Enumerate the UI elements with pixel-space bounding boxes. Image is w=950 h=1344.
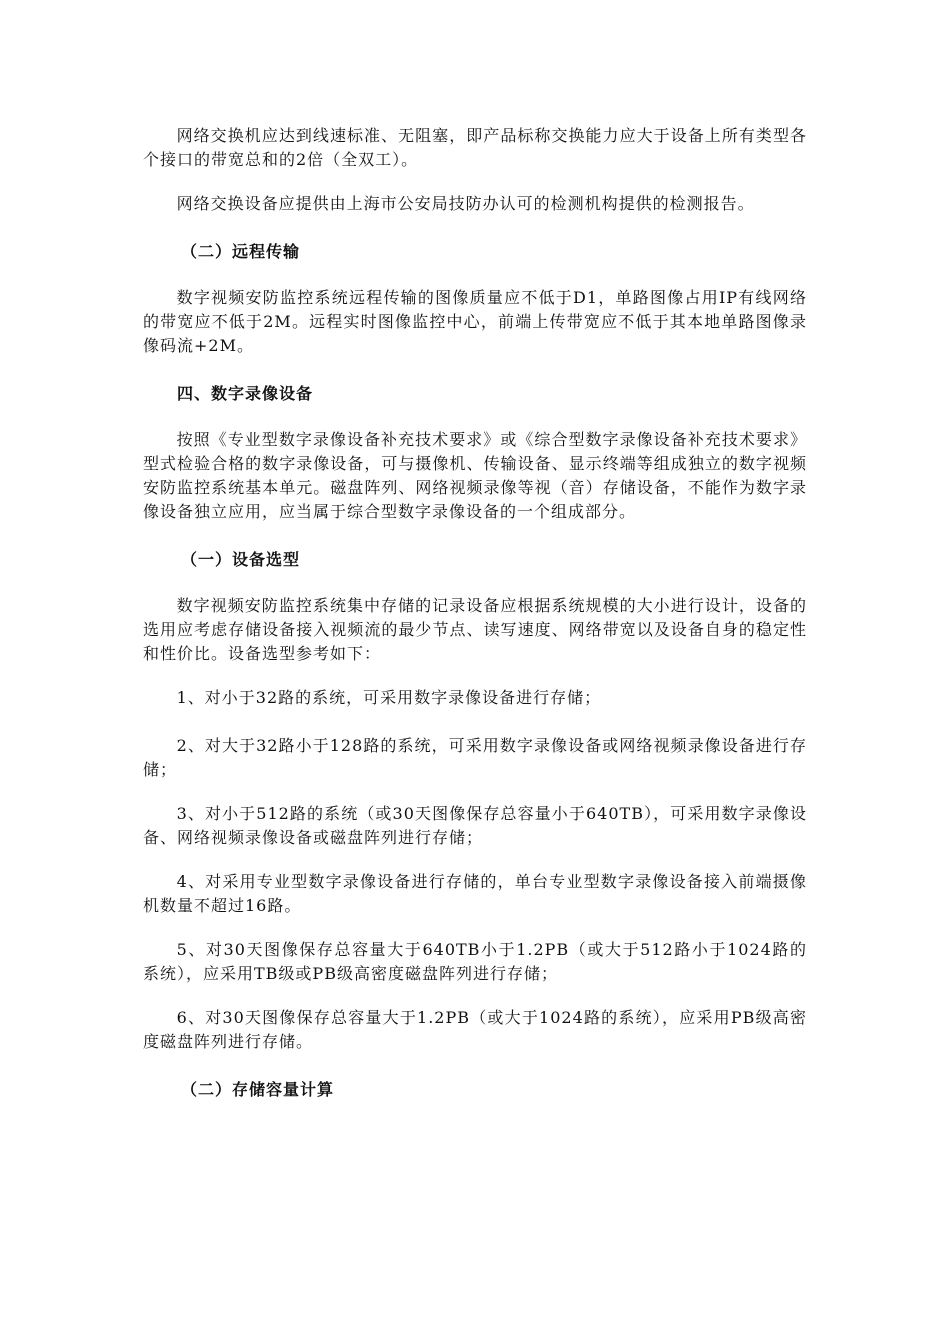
paragraph-switch-speed: 网络交换机应达到线速标准、无阻塞，即产品标称交换能力应大于设备上所有类型各个接口的带宽总和的2倍（全双工）。 — [143, 126, 807, 169]
document-page — [143, 124, 807, 1124]
paragraph-recording-requirements: 按照《专业型数字录像设备补充技术要求》或《综合型数字录像设备补充技术要求》型式检验合格的数字录像设备，可与摄像机、传输设备、显示终端等组成独立的数字视频安防监控系统基本单元。磁盘阵列、网络视频录像等视（音）存储设备，不能作为数字录像设备独立应用，应当属于综合型数字录像设备的一个组成部分。 — [143, 430, 807, 521]
heading-remote-transmission: （二）远程传输 — [181, 242, 301, 261]
heading-digital-recording: 四、数字录像设备 — [177, 384, 314, 403]
list-item-6: 6、对30天图像保存总容量大于1.2PB（或大于1024路的系统），应采用PB级高密度磁盘阵列进行存储。 — [143, 1008, 807, 1051]
paragraph-selection-intro: 数字视频安防监控系统集中存储的记录设备应根据系统规模的大小进行设计，设备的选用应考虑存储设备接入视频流的最少节点、读写速度、网络带宽以及设备自身的稳定性和性价比。设备选型参考如下： — [143, 596, 807, 663]
list-item-4: 4、对采用专业型数字录像设备进行存储的，单台专业型数字录像设备接入前端摄像机数量不超过16路。 — [143, 872, 807, 915]
list-item-2: 2、对大于32路小于128路的系统，可采用数字录像设备或网络视频录像设备进行存储； — [143, 736, 807, 779]
heading-storage-capacity: （二）存储容量计算 — [181, 1080, 335, 1099]
paragraph-switch-report: 网络交换设备应提供由上海市公安局技防办认可的检测机构提供的检测报告。 — [176, 194, 755, 213]
list-item-1: 1、对小于32路的系统，可采用数字录像设备进行存储； — [176, 688, 602, 707]
paragraph-remote-quality: 数字视频安防监控系统远程传输的图像质量应不低于D1，单路图像占用IP有线网络的带宽应不低于2M。远程实时图像监控中心，前端上传带宽应不低于其本地单路图像录像码流+2M。 — [143, 288, 807, 355]
list-item-5: 5、对30天图像保存总容量大于640TB小于1.2PB（或大于512路小于1024路的系统），应采用TB级或PB级高密度磁盘阵列进行存储； — [143, 940, 807, 983]
list-item-3: 3、对小于512路的系统（或30天图像保存总容量小于640TB），可采用数字录像设备、网络视频录像设备或磁盘阵列进行存储； — [143, 804, 807, 847]
heading-device-selection: （一）设备选型 — [181, 550, 301, 569]
